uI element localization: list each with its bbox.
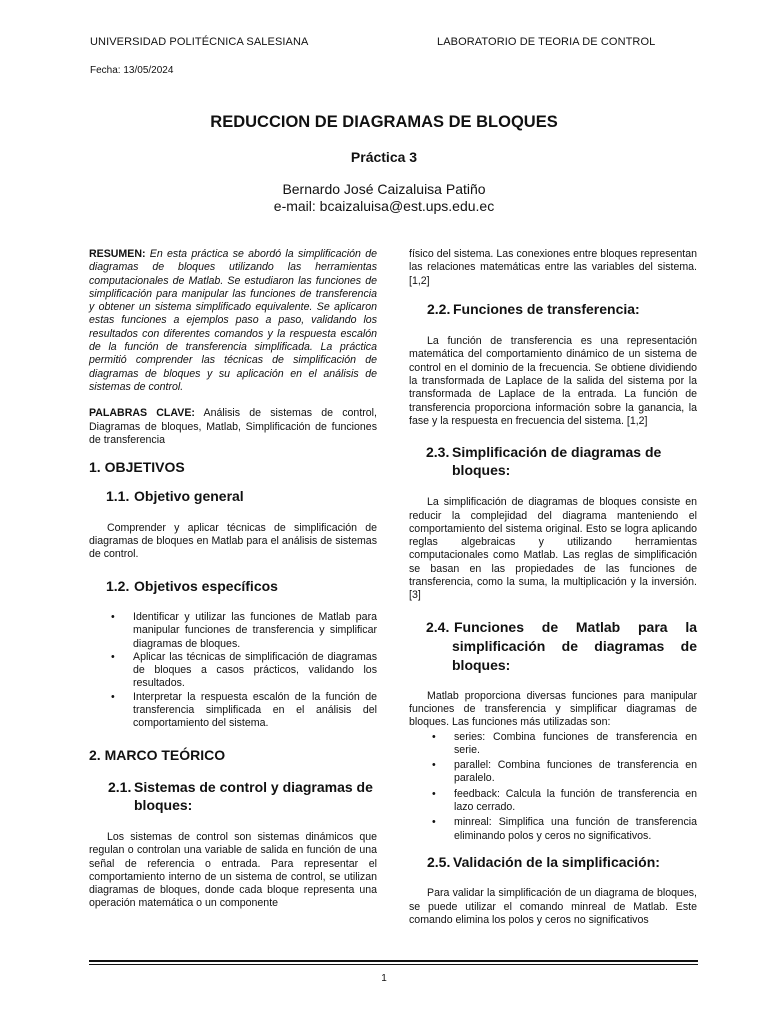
transfer-functions-text: La función de transferencia es una representación matemática del comportamiento dinámico de un sistema de control en el dominio de la frecuencia. Se obtiene dividiendo la transformada de Laplace de la salida del sistema por la transformada de Laplace de la entrada. La función de transferencia proporciona información sobre la ganancia, la fase y la respuesta en frecuencia del sistema. [1,2]	[409, 335, 697, 427]
control-systems-text-continued: físico del sistema. Las conexiones entre bloques representan las relaciones matemáticas entre las variables del sistema. [1,2]	[409, 248, 697, 287]
list-item: • Aplicar las técnicas de simplificación de diagramas de bloques a casos prácticos, validando los resultados.	[111, 650, 377, 690]
bullet-icon: •	[432, 730, 436, 743]
abstract	[89, 248, 377, 394]
section-heading-1-1: 1.1. Objetivo general	[106, 488, 244, 505]
keywords-label: PALABRAS CLAVE:	[89, 407, 195, 420]
paper-title: REDUCCION DE DIAGRAMAS DE BLOQUES	[210, 113, 558, 131]
list-item: • series: Combina funciones de transferencia en serie.	[432, 730, 697, 756]
header-lab: LABORATORIO DE TEORIA DE CONTROL	[437, 36, 656, 48]
author-block	[0, 181, 768, 215]
bullet-icon: •	[111, 690, 115, 703]
bullet-icon: •	[432, 787, 436, 800]
matlab-functions-text: Matlab proporciona diversas funciones para manipular funciones de transferencia y simplificar diagramas de bloques. Las funciones más utilizadas son:	[409, 689, 697, 729]
bullet-icon: •	[111, 650, 115, 663]
list-item: • Identificar y utilizar las funciones de Matlab para manipular funciones de transferencia y simplificar diagramas de bloques.	[111, 610, 377, 650]
section-heading-2-4: 2.4. Funciones de Matlab para la simplificación de diagramas de bloques:	[426, 618, 697, 673]
objective-general-text: Comprender y aplicar técnicas de simplificación de diagramas de bloques en Matlab para el análisis de sistemas de control.	[89, 521, 377, 561]
section-heading-1-2: 1.2. Objetivos específicos	[106, 577, 278, 594]
page-number: 1	[381, 973, 387, 984]
paper-subtitle: Práctica 3	[350, 149, 418, 165]
header-university: UNIVERSIDAD POLITÉCNICA SALESIANA	[90, 36, 309, 48]
control-systems-text: Los sistemas de control son sistemas dinámicos que regulan o controlan una variable de salida en función de una señal de referencia o entrada. Para representar el comportamiento interno de un sistema de control, se utilizan diagramas de bloques, donde cada bloque representa una operación matemática o un componente	[89, 830, 377, 910]
author-name: Bernardo José Caizaluisa Patiño	[282, 181, 486, 197]
section-heading-2-1: 2.1. Sistemas de control y diagramas de bloques:	[108, 778, 373, 813]
bullet-icon: •	[432, 759, 436, 772]
bullet-icon: •	[432, 816, 436, 829]
section-heading-1: 1. OBJETIVOS	[89, 459, 185, 476]
matlab-functions-list	[409, 731, 697, 843]
list-item: • parallel: Combina funciones de transferencia en paralelo.	[432, 759, 697, 785]
abstract-label: RESUMEN:	[89, 248, 146, 260]
right-column	[409, 248, 697, 927]
list-item: • Interpretar la respuesta escalón de la función de transferencia simplificada en el análisis del comportamiento del sistema.	[111, 690, 377, 730]
author-email: e-mail: bcaizaluisa@est.ups.edu.ec	[273, 198, 495, 214]
bullet-icon: •	[111, 610, 115, 623]
footer-rule-thick	[89, 960, 698, 962]
section-heading-2-3: 2.3. Simplificación de diagramas de bloques:	[426, 444, 662, 479]
abstract-text: En esta práctica se abordó la simplificación de diagramas de bloques utilizando las herramientas computacionales de Matlab. Se estudiaron las funciones de simplificación para manipular las funciones de transferencia y obtener un sistema simplificado equivalente. Se aplicaron estas funciones a ejemplos paso a paso, validando los resultados con diferentes comandos y la respuesta escalón de la función de transferencia simplificada. La práctica permitió comprender las técnicas de simplificación de diagramas de bloques y su aplicación en el análisis de sistemas de control.	[89, 248, 377, 393]
keywords	[89, 407, 377, 447]
validation-text: Para validar la simplificación de un diagrama de bloques, se puede utilizar el comando minreal de Matlab. Este comando elimina los polos y ceros no significativos	[409, 887, 697, 926]
list-item: • minreal: Simplifica una función de transferencia eliminando polos y ceros no significativos.	[432, 816, 697, 842]
section-heading-2-5: 2.5. Validación de la simplificación:	[427, 853, 660, 870]
keywords-text: Análisis de sistemas de control, Diagramas de bloques, Matlab, Simplificación de funciones de transferencia	[89, 407, 377, 446]
header-date: Fecha: 13/05/2024	[90, 65, 174, 76]
footer-rule-thin	[89, 964, 698, 965]
list-item: • feedback: Calcula la función de transferencia en lazo cerrado.	[432, 787, 697, 814]
simplification-text: La simplificación de diagramas de bloques consiste en reducir la complejidad del diagrama manteniendo el comportamiento del sistema original. Esto se logra aplicando reglas algebraicas y utilizando herramientas computacionales como Matlab. Las reglas de simplificación se basan en las propiedades de las funciones de transferencia, como la suma, la multiplicación y la inversión. [3]	[409, 496, 697, 602]
specific-objectives-list	[89, 611, 377, 731]
section-heading-2-2: 2.2. Funciones de transferencia:	[427, 300, 640, 317]
section-heading-2: 2. MARCO TEÓRICO	[89, 746, 226, 763]
left-column	[89, 248, 377, 911]
